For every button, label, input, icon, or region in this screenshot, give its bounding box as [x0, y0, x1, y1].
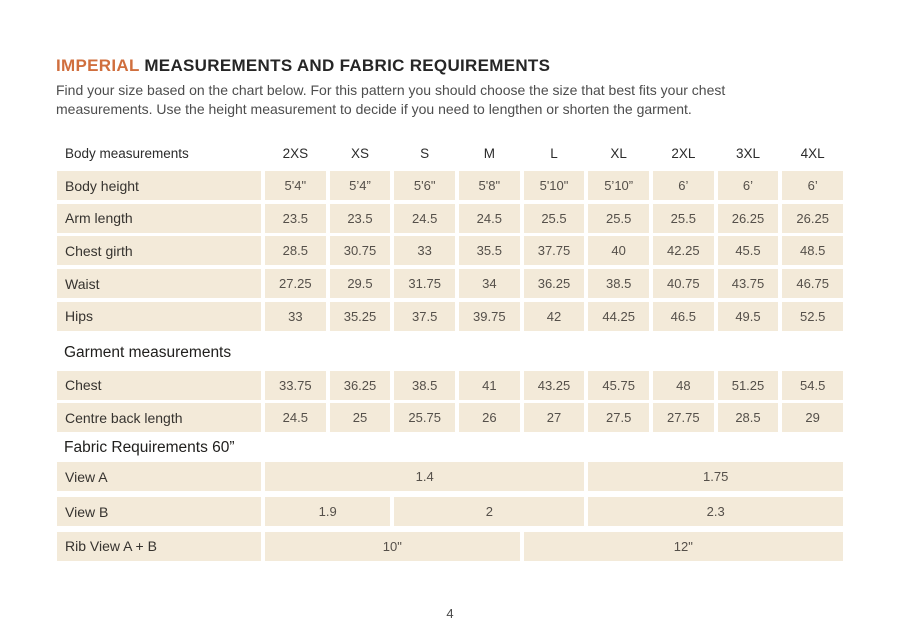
row-rib-view-a-b	[57, 532, 843, 561]
cell: 39.75	[459, 302, 520, 331]
row-label: Rib View A + B	[57, 532, 261, 561]
cell: 40	[588, 236, 649, 265]
cell: 36.25	[524, 269, 585, 298]
cell: 41	[459, 371, 520, 400]
cell: 52.5	[782, 302, 843, 331]
cell: 38.5	[394, 371, 455, 400]
row-view-b	[57, 497, 843, 526]
cell: 33	[394, 236, 455, 265]
cell: 25.5	[588, 204, 649, 233]
cell: 29.5	[330, 269, 391, 298]
cell: 49.5	[718, 302, 779, 331]
cell: 48	[653, 371, 714, 400]
cell: 38.5	[588, 269, 649, 298]
row-waist	[57, 269, 843, 298]
size-header-2xs: 2XS	[282, 145, 309, 161]
intro-line-2: measurements. Use the height measurement to decide if you need to lengthen or shorten the garment.	[56, 101, 692, 117]
row-label: Centre back length	[57, 403, 261, 432]
header-label: Body measurements	[65, 145, 189, 161]
row-label: Waist	[57, 269, 261, 298]
cell: 51.25	[718, 371, 779, 400]
row-label: Hips	[57, 302, 261, 331]
cell: 6’	[782, 171, 843, 200]
size-header-4xl: 4XL	[800, 145, 825, 161]
row-view-a	[57, 462, 843, 491]
cell: 25.5	[653, 204, 714, 233]
cell: 5'4"	[265, 171, 326, 200]
cell: 5'6"	[394, 171, 455, 200]
intro-text	[56, 81, 725, 119]
measurements-table	[57, 143, 843, 567]
cell: 40.75	[653, 269, 714, 298]
cell: 54.5	[782, 371, 843, 400]
row-label: View B	[57, 497, 261, 526]
cell: 26.25	[718, 204, 779, 233]
size-header-3xl: 3XL	[735, 145, 760, 161]
cell: 37.5	[394, 302, 455, 331]
garment-section-header: Garment measurements	[64, 343, 232, 361]
cell: 26.25	[782, 204, 843, 233]
cell: 5'10"	[524, 171, 585, 200]
fabric-cell: 12"	[524, 532, 843, 561]
cell: 43.75	[718, 269, 779, 298]
fabric-section-header: Fabric Requirements 60”	[64, 439, 235, 457]
cell: 23.5	[330, 204, 391, 233]
row-label: View A	[57, 462, 261, 491]
size-header-xs: XS	[350, 145, 369, 161]
cell: 6’	[653, 171, 714, 200]
cell: 42.25	[653, 236, 714, 265]
cell: 24.5	[394, 204, 455, 233]
row-arm-length	[57, 204, 843, 233]
page-number: 4	[446, 606, 454, 621]
cell: 23.5	[265, 204, 326, 233]
cell: 26	[459, 403, 520, 432]
row-chest-girth	[57, 236, 843, 265]
row-label: Arm length	[57, 204, 261, 233]
cell: 5’4”	[330, 171, 391, 200]
row-label: Chest	[57, 371, 261, 400]
size-header-row	[57, 143, 843, 163]
row-label: Body height	[57, 171, 261, 200]
cell: 35.5	[459, 236, 520, 265]
cell: 33	[265, 302, 326, 331]
cell: 25	[330, 403, 391, 432]
cell: 29	[782, 403, 843, 432]
cell: 6’	[718, 171, 779, 200]
cell: 24.5	[265, 403, 326, 432]
size-header-s: S	[420, 145, 430, 161]
cell: 46.75	[782, 269, 843, 298]
fabric-cell: 10"	[265, 532, 520, 561]
cell: 45.5	[718, 236, 779, 265]
fabric-cell: 1.9	[265, 497, 390, 526]
row-label: Chest girth	[57, 236, 261, 265]
cell: 27	[524, 403, 585, 432]
cell: 34	[459, 269, 520, 298]
fabric-cell: 2.3	[588, 497, 843, 526]
row-body-height	[57, 171, 843, 200]
fabric-cell: 2	[394, 497, 584, 526]
row-centre-back-length	[57, 403, 843, 432]
title-rest: MEASUREMENTS AND FABRIC REQUIREMENTS	[139, 56, 551, 75]
cell: 36.25	[330, 371, 391, 400]
size-header-m: M	[483, 145, 495, 161]
cell: 27.5	[588, 403, 649, 432]
cell: 31.75	[394, 269, 455, 298]
cell: 44.25	[588, 302, 649, 331]
cell: 37.75	[524, 236, 585, 265]
cell: 42	[524, 302, 585, 331]
size-header-l: L	[550, 145, 558, 161]
row-garment-chest	[57, 371, 843, 400]
row-hips	[57, 302, 843, 331]
cell: 28.5	[265, 236, 326, 265]
cell: 43.25	[524, 371, 585, 400]
cell: 27.75	[653, 403, 714, 432]
cell: 5’10”	[588, 171, 649, 200]
cell: 27.25	[265, 269, 326, 298]
fabric-cell: 1.75	[588, 462, 843, 491]
cell: 33.75	[265, 371, 326, 400]
cell: 48.5	[782, 236, 843, 265]
size-header-2xl: 2XL	[671, 145, 696, 161]
cell: 30.75	[330, 236, 391, 265]
intro-line-1: Find your size based on the chart below. For this pattern you should choose the size that best fits your chest	[56, 82, 726, 98]
cell: 35.25	[330, 302, 391, 331]
cell: 46.5	[653, 302, 714, 331]
fabric-cell: 1.4	[265, 462, 584, 491]
cell: 25.5	[524, 204, 585, 233]
cell: 5'8"	[459, 171, 520, 200]
cell: 24.5	[459, 204, 520, 233]
cell: 25.75	[394, 403, 455, 432]
cell: 45.75	[588, 371, 649, 400]
cell: 28.5	[718, 403, 779, 432]
size-header-xl: XL	[610, 145, 627, 161]
title-accent-word: IMPERIAL	[56, 56, 140, 75]
page-title	[56, 56, 550, 76]
